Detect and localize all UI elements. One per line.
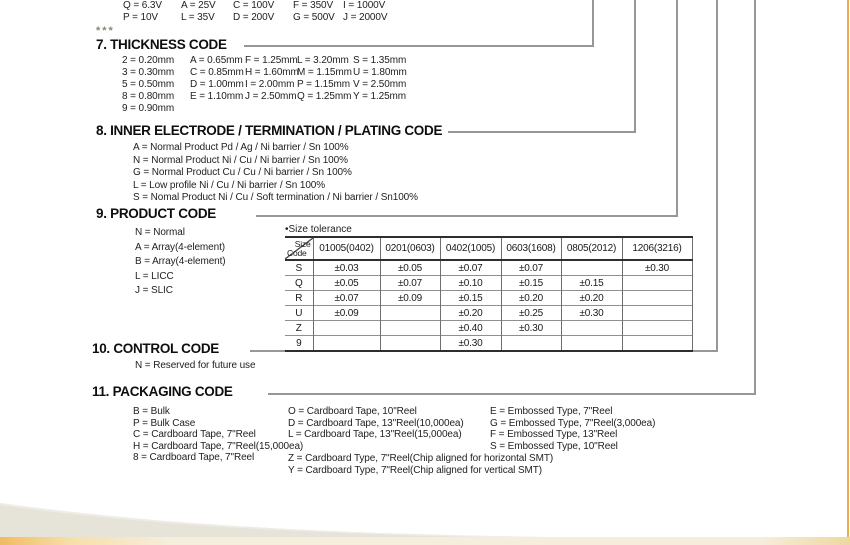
- tolerance-value: [380, 306, 440, 321]
- voltage-code-item: I = 1000V: [343, 0, 386, 11]
- voltage-code-item: P = 10V: [123, 12, 158, 24]
- thickness-code-item: V = 2.50mm: [353, 79, 407, 91]
- tolerance-value: ±0.30: [440, 336, 501, 352]
- product-code-item: B = Array(4-element): [135, 256, 226, 267]
- packaging-code-item: O = Cardboard Tape, 10"Reel: [288, 406, 417, 417]
- tolerance-value: ±0.07: [501, 260, 561, 276]
- thickness-code-item: M = 1.15mm: [297, 67, 352, 79]
- tolerance-value: [380, 336, 440, 352]
- tolerance-value: ±0.40: [440, 321, 501, 336]
- section-rule-electrode: [448, 131, 636, 133]
- packaging-code-item: Z = Cardboard Type, 7"Reel(Chip aligned for horizontal SMT): [288, 453, 554, 464]
- thickness-code-item: 5 = 0.50mm: [122, 79, 175, 91]
- tolerance-value: ±0.10: [440, 276, 501, 291]
- tolerance-value: ±0.05: [313, 276, 380, 291]
- packaging-code-item: P = Bulk Case: [133, 417, 196, 429]
- row-code: Q: [285, 276, 313, 291]
- tolerance-value: ±0.20: [440, 306, 501, 321]
- thickness-code-item: J = 2.50mm: [245, 91, 297, 103]
- voltage-code-item: J = 2000V: [343, 12, 388, 24]
- tolerance-value: [561, 260, 622, 276]
- packaging-code-item: B = Bulk: [133, 406, 170, 417]
- section-title-thickness: 7. THICKNESS CODE: [96, 37, 227, 52]
- thickness-code-item: 3 = 0.30mm: [122, 67, 175, 79]
- tolerance-value: [561, 336, 622, 352]
- voltage-code-item: C = 100V: [233, 0, 275, 11]
- tolerance-value: [313, 321, 380, 336]
- section-rule-packaging: [268, 393, 756, 395]
- section-title-product: 9. PRODUCT CODE: [96, 206, 217, 221]
- product-code-item: A = Array(4-element): [135, 241, 225, 253]
- table-row: [285, 306, 692, 321]
- thickness-code-item: 8 = 0.80mm: [122, 91, 175, 103]
- table-col-header: 0603(1608): [501, 237, 561, 260]
- table-row: [285, 260, 692, 276]
- corner-label-code: Code: [287, 248, 307, 258]
- tolerance-value: ±0.07: [440, 260, 501, 276]
- packaging-code-item: D = Cardboard Tape, 13"Reel(10,000ea): [288, 417, 464, 429]
- tolerance-value: ±0.05: [380, 260, 440, 276]
- table-corner-cell: [285, 237, 313, 260]
- thickness-code-item: P = 1.15mm: [297, 79, 351, 91]
- packaging-code-item: F = Embossed Type, 13"Reel: [490, 429, 618, 440]
- packaging-code-item: S = Embossed Type, 10"Reel: [490, 440, 618, 452]
- section-rule-product: [256, 215, 678, 217]
- tolerance-value: ±0.09: [380, 291, 440, 306]
- product-code-item: J = SLIC: [135, 285, 173, 296]
- table-col-header: 0402(1005): [440, 237, 501, 260]
- thickness-code-item: 9 = 0.90mm: [122, 103, 175, 115]
- tolerance-value: ±0.20: [501, 291, 561, 306]
- voltage-code-item: G = 500V: [293, 12, 335, 24]
- connector-line-electrode: [634, 0, 636, 133]
- tolerance-value: ±0.07: [380, 276, 440, 291]
- packaging-code-item: Y = Cardboard Type, 7"Reel(Chip aligned for vertical SMT): [288, 464, 542, 476]
- row-code: R: [285, 291, 313, 306]
- connector-line-thickness: [592, 0, 594, 47]
- corner-label-size: Size: [294, 239, 311, 249]
- tolerance-value: ±0.15: [440, 291, 501, 306]
- product-code-item: L = LICC: [135, 270, 174, 282]
- footer-accent-band: [0, 537, 850, 545]
- voltage-code-item: A = 25V: [181, 0, 216, 11]
- table-col-header: 01005(0402): [313, 237, 380, 260]
- thickness-code-item: F = 1.25mm: [245, 55, 298, 66]
- page-edge-accent-line: [847, 0, 849, 537]
- tolerance-value: ±0.15: [501, 276, 561, 291]
- voltage-code-list: [123, 0, 387, 25]
- section-title-packaging: 11. PACKAGING CODE: [92, 384, 233, 399]
- control-code-item: N = Reserved for future use: [135, 360, 256, 371]
- thickness-code-item: L = 3.20mm: [297, 55, 349, 66]
- tolerance-value: [501, 336, 561, 352]
- packaging-code-col2b: [288, 453, 553, 476]
- tolerance-value: ±0.25: [501, 306, 561, 321]
- connector-line-control: [716, 0, 718, 352]
- tolerance-value: ±0.30: [622, 260, 692, 276]
- table-col-header: 0201(0603): [380, 237, 440, 260]
- thickness-code-item: I = 2.00mm: [245, 79, 295, 91]
- tolerance-value: ±0.15: [561, 276, 622, 291]
- control-code-list: [135, 360, 255, 372]
- voltage-code-item: L = 35V: [181, 12, 215, 24]
- size-tolerance-label: •Size tolerance: [285, 224, 352, 235]
- voltage-code-item: D = 200V: [233, 12, 275, 24]
- table-row: [285, 291, 692, 306]
- tolerance-value: [313, 336, 380, 352]
- section-title-electrode: 8. INNER ELECTRODE / TERMINATION / PLATING CODE: [96, 123, 443, 138]
- electrode-code-list: [133, 142, 418, 205]
- table-row: [285, 336, 692, 352]
- electrode-code-item: G = Normal Product Cu / Cu / Ni barrier / Sn 100%: [133, 167, 352, 179]
- thickness-code-list: [122, 55, 407, 115]
- thickness-code-item: A = 0.65mm: [190, 55, 243, 66]
- tolerance-value: [561, 321, 622, 336]
- thickness-code-item: Q = 1.25mm: [297, 91, 352, 103]
- row-code: Z: [285, 321, 313, 336]
- tolerance-value: [622, 291, 692, 306]
- thickness-code-item: S = 1.35mm: [353, 55, 407, 66]
- tolerance-value: ±0.09: [313, 306, 380, 321]
- tolerance-value: ±0.07: [313, 291, 380, 306]
- size-tolerance-table: [285, 236, 693, 352]
- thickness-code-item: C = 0.85mm: [190, 67, 244, 79]
- thickness-code-item: 2 = 0.20mm: [122, 55, 175, 66]
- electrode-code-item: A = Normal Product Pd / Ag / Ni barrier / Sn 100%: [133, 142, 349, 153]
- thickness-code-item: H = 1.60mm: [245, 67, 299, 79]
- packaging-code-item: H = Cardboard Tape, 7"Reel(15,000ea): [133, 440, 304, 452]
- thickness-code-item: Y = 1.25mm: [353, 91, 407, 103]
- section-rule-thickness: [244, 45, 594, 47]
- thickness-code-item: U = 1.80mm: [353, 67, 407, 79]
- tolerance-value: ±0.20: [561, 291, 622, 306]
- table-col-header: 1206(3216): [622, 237, 692, 260]
- packaging-code-col3: [490, 406, 655, 452]
- tolerance-value: [380, 321, 440, 336]
- connector-line-packaging: [754, 0, 756, 395]
- row-code: 9: [285, 336, 313, 352]
- tolerance-value: ±0.30: [561, 306, 622, 321]
- packaging-code-item: C = Cardboard Tape, 7"Reel: [133, 429, 256, 440]
- table-row: [285, 321, 692, 336]
- thickness-code-item: D = 1.00mm: [190, 79, 244, 91]
- tolerance-value: ±0.30: [501, 321, 561, 336]
- product-code-list: [135, 226, 226, 299]
- voltage-code-item: Q = 6.3V: [123, 0, 162, 11]
- footnote-stars: ***: [96, 25, 115, 37]
- electrode-code-item: S = Nomal Product Ni / Cu / Soft termination / Ni barrier / Sn100%: [133, 192, 418, 204]
- packaging-code-item: E = Embossed Type, 7"Reel: [490, 406, 613, 417]
- tolerance-value: [622, 336, 692, 352]
- row-code: S: [285, 260, 313, 276]
- section-title-control: 10. CONTROL CODE: [92, 341, 219, 356]
- voltage-code-item: F = 350V: [293, 0, 334, 11]
- tolerance-value: ±0.03: [313, 260, 380, 276]
- thickness-code-item: E = 1.10mm: [190, 91, 244, 103]
- tolerance-value: [622, 276, 692, 291]
- table-row: [285, 276, 692, 291]
- product-code-item: N = Normal: [135, 227, 185, 238]
- packaging-code-col1: [133, 406, 303, 464]
- table-col-header: 0805(2012): [561, 237, 622, 260]
- row-code: U: [285, 306, 313, 321]
- packaging-code-item: L = Cardboard Tape, 13"Reel(15,000ea): [288, 429, 462, 440]
- electrode-code-item: N = Normal Product Ni / Cu / Ni barrier / Sn 100%: [133, 154, 348, 166]
- packaging-code-item: 8 = Cardboard Tape, 7"Reel: [133, 452, 255, 463]
- electrode-code-item: L = Low profile Ni / Cu / Ni barrier / Sn 100%: [133, 179, 326, 191]
- connector-line-product: [676, 0, 678, 217]
- tolerance-value: [622, 306, 692, 321]
- packaging-code-item: G = Embossed Type, 7"Reel(3,000ea): [490, 417, 656, 429]
- packaging-code-col2: [288, 406, 464, 441]
- tolerance-value: [622, 321, 692, 336]
